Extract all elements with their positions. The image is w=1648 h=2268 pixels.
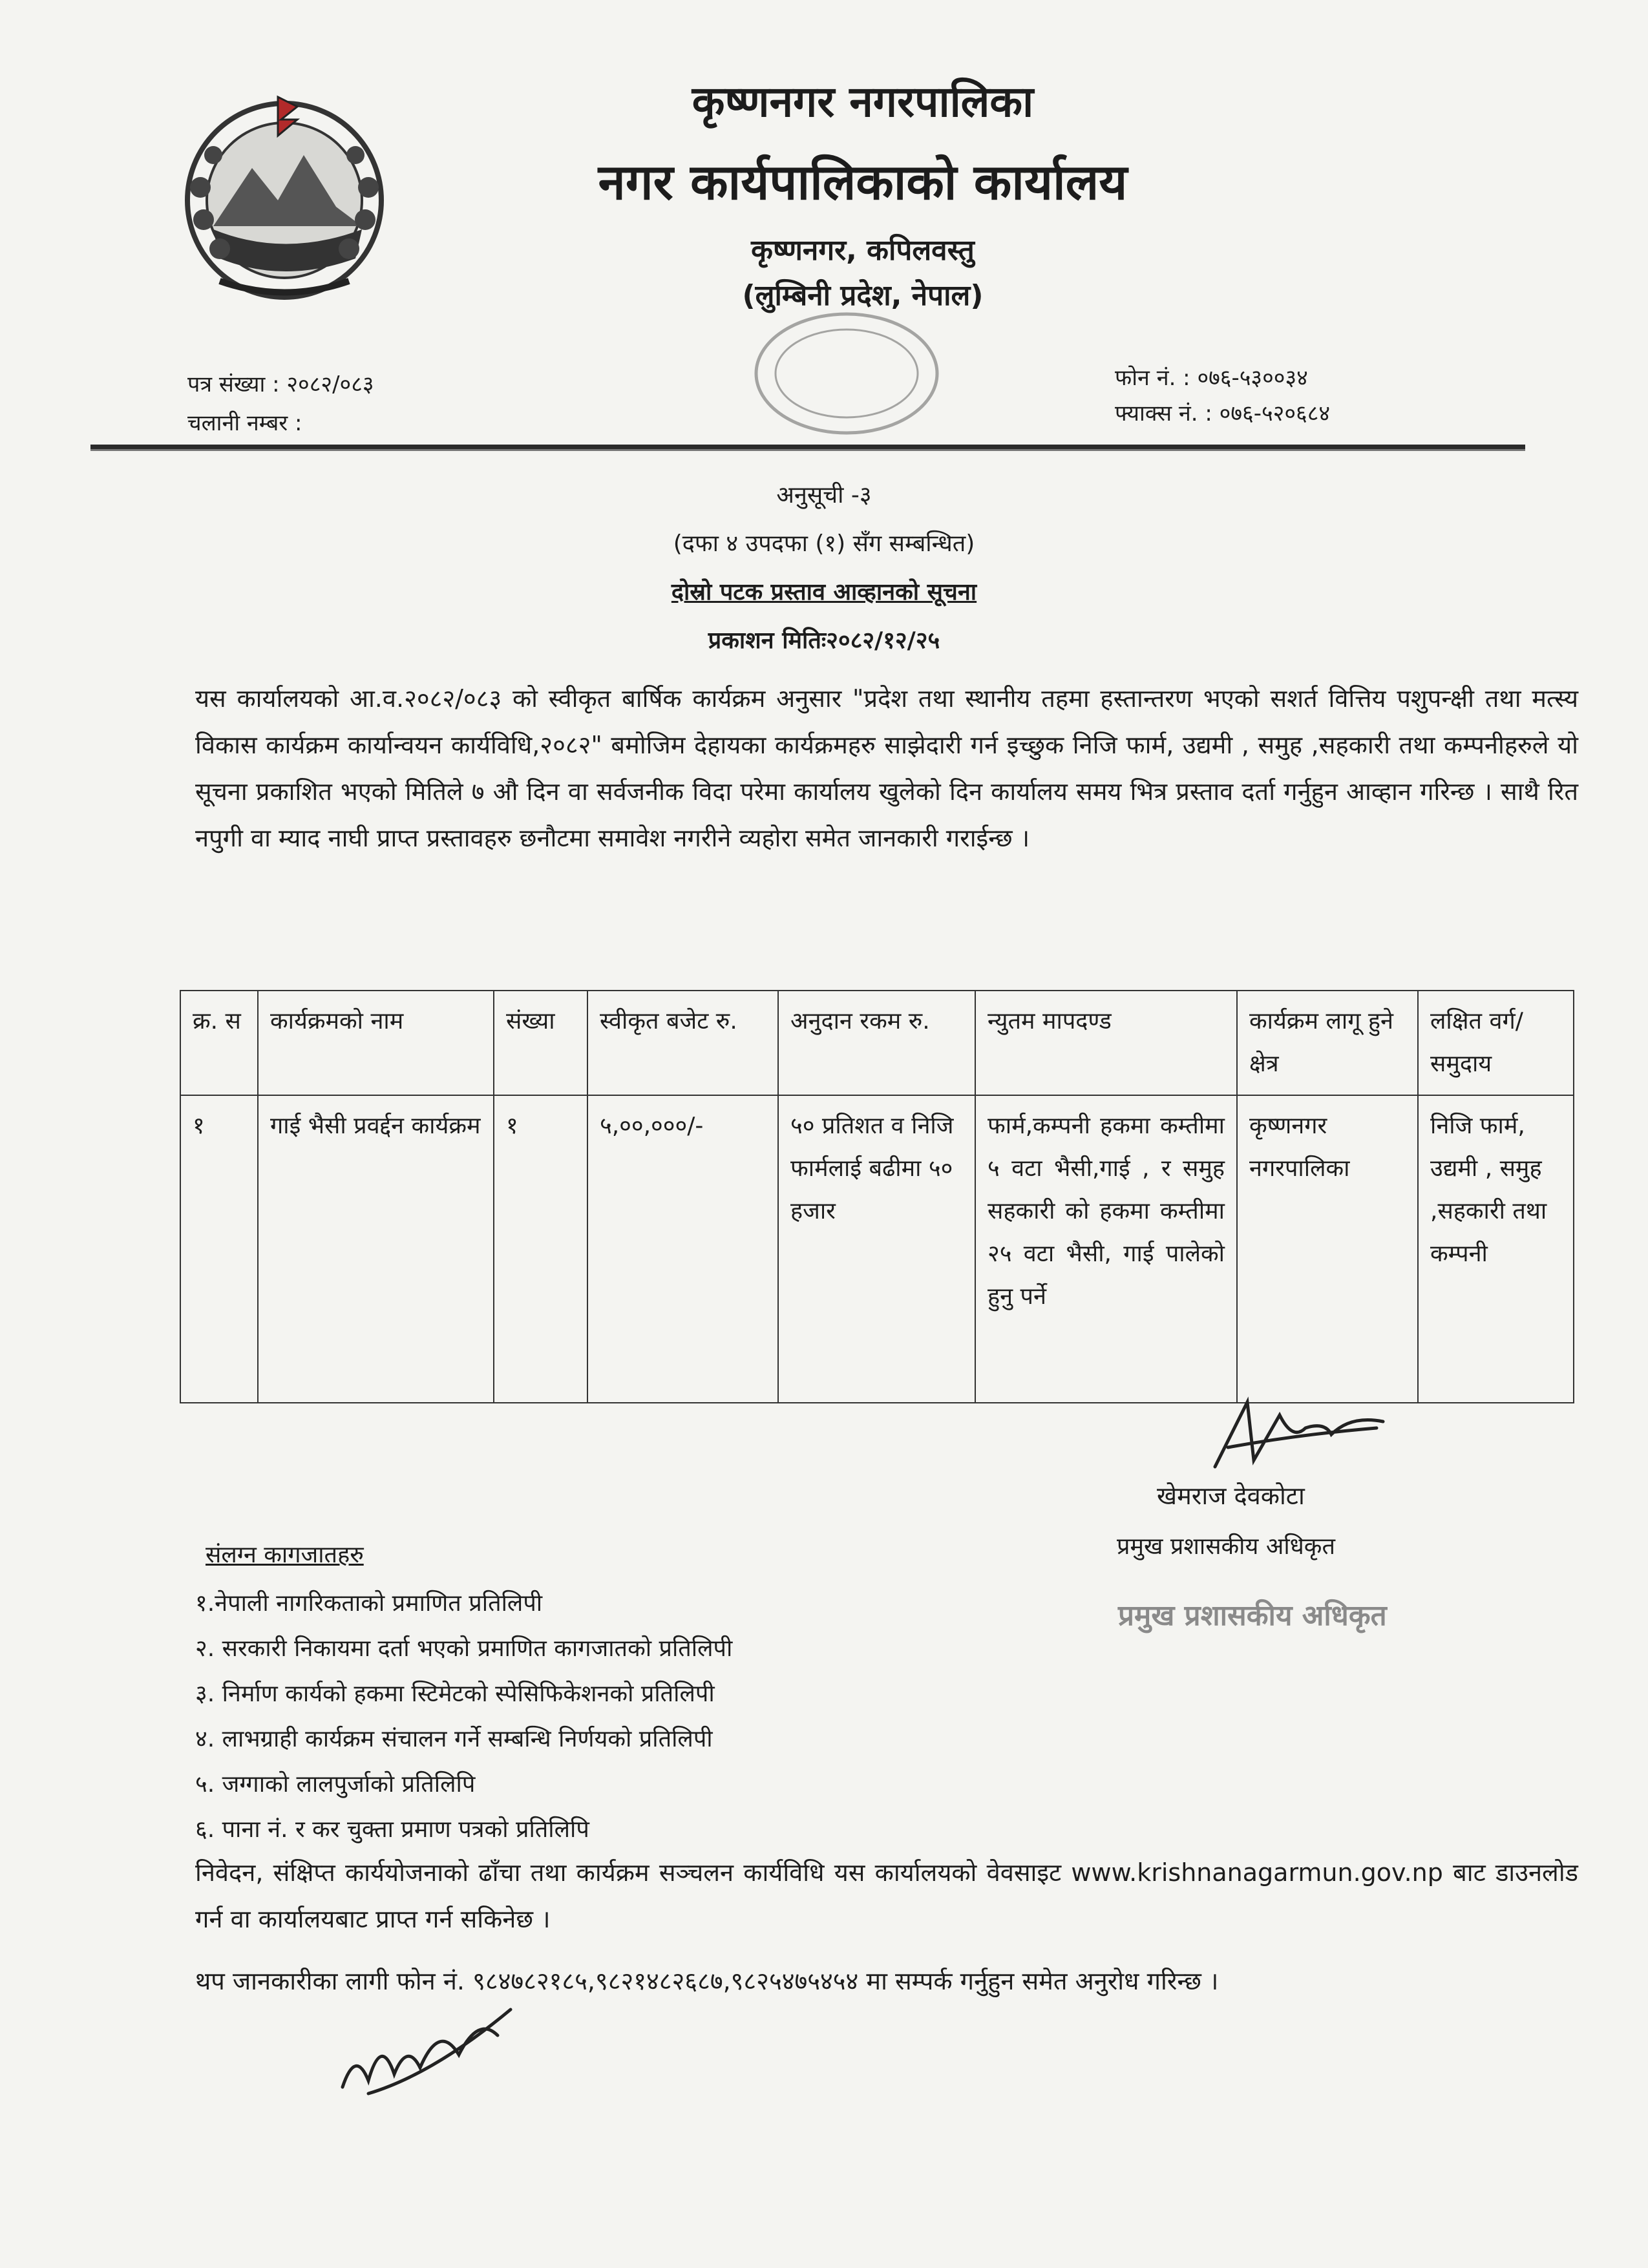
contact-note: थप जानकारीका लागी फोन नं. ९८४७८२१८५,९८२१४८२६८७,९८२५४७५४५४ मा सम्पर्क गर्नुहुन समेत अनुरोध गरिन्छ ।: [195, 1967, 1219, 1995]
download-note: निवेदन, संक्षिप्त कार्ययोजनाको ढाँचा तथा कार्यक्रम सञ्चलन कार्यविधि यस कार्यालयको वेवसाइट www.krishnanagarmun.gov.np बाट डाउनलोड गर्न वा कार्यालयबाट प्राप्त गर्न सकिनेछ ।: [195, 1858, 1578, 1933]
office-seal-stamp: [750, 309, 944, 438]
table-cell: कृष्णनगर नगरपालिका: [1237, 1095, 1418, 1403]
dispatch-number: चलानी नम्बर :: [187, 410, 302, 436]
table-cell: निजि फार्म, उद्यमी , समुह ,सहकारी तथा कम्पनी: [1418, 1095, 1574, 1403]
table-cell: १: [494, 1095, 587, 1403]
column-header: क्र. स: [180, 991, 258, 1095]
signatory-designation: प्रमुख प्रशासकीय अधिकृत: [1117, 1533, 1335, 1560]
column-header: अनुदान रकम रु.: [778, 991, 975, 1095]
header-divider: [90, 445, 1525, 451]
schedule-label: अनुसूची -३: [776, 482, 872, 509]
attachment-item: २. सरकारी निकायमा दर्ता भएको प्रमाणित कागजातको प्रतिलिपी: [195, 1635, 733, 1662]
table-row: [180, 1095, 1574, 1403]
phone-number: फोन नं. : ०७६-५३००३४: [1115, 365, 1308, 391]
column-header: कार्यक्रम लागू हुने क्षेत्र: [1237, 991, 1418, 1095]
designation-stamp: प्रमुख प्रशासकीय अधिकृत: [1118, 1599, 1387, 1632]
attachment-item: १.नेपाली नागरिकताको प्रमाणित प्रतिलिपी: [195, 1590, 543, 1617]
attachment-item: ४. लाभग्राही कार्यक्रम संचालन गर्ने सम्बन्धि निर्णयको प्रतिलिपी: [195, 1726, 713, 1752]
signatory-name: खेमराज देवकोटा: [1157, 1482, 1305, 1510]
column-header: कार्यक्रमको नाम: [258, 991, 494, 1095]
address-line-1: कृष्णनगर, कपिलवस्तु: [751, 234, 975, 267]
attachment-item: ५. जग्गाको लालपुर्जाको प्रतिलिपि: [195, 1771, 476, 1798]
program-table: [180, 990, 1574, 1403]
column-header: स्वीकृत बजेट रु.: [587, 991, 778, 1095]
attachment-item: ३. निर्माण कार्यको हकमा स्टिमेटको स्पेसिफिकेशनको प्रतिलिपी: [195, 1681, 715, 1707]
column-header: न्युतम मापदण्ड: [975, 991, 1237, 1095]
handwritten-signature: [330, 1997, 523, 2106]
table-cell: ५० प्रतिशत व निजि फार्मलाई बढीमा ५० हजार: [778, 1095, 975, 1403]
publish-date: प्रकाशन मितिः२०८२/१२/२५: [708, 627, 940, 654]
address-line-2: (लुम्बिनी प्रदेश, नेपाल): [742, 279, 984, 312]
office-name: कृष्णनगर नगरपालिका: [692, 77, 1034, 127]
table-cell: १: [180, 1095, 258, 1403]
column-header: संख्या: [494, 991, 587, 1095]
office-subtitle: नगर कार्यपालिकाको कार्यालय: [598, 153, 1128, 211]
table-cell: गाई भैसी प्रवर्द्दन कार्यक्रम: [258, 1095, 494, 1403]
attachment-item: ६. पाना नं. र कर चुक्ता प्रमाण पत्रको प्रतिलिपि: [195, 1816, 589, 1843]
section-reference: (दफा ४ उपदफा (१) सँग सम्बन्धित): [673, 530, 975, 557]
notice-title: दोस्रो पटक प्रस्ताव आव्हानको सूचना: [671, 579, 977, 605]
notice-body: यस कार्यालयको आ.व.२०८२/०८३ को स्वीकृत बार्षिक कार्यक्रम अनुसार "प्रदेश तथा स्थानीय तहमा हस्तान्तरण भएको सशर्त वित्तिय पशुपन्क्षी तथा मत्स्य विकास कार्यक्रम कार्यान्वयन कार्यविधि,२०८२" बमोजिम देहायका कार्यक्रमहरु साझेदारी गर्न इच्छुक निजि फार्म, उद्यमी , समुह ,सहकारी तथा कम्पनीहरुले यो सूचना प्रकाशित भएको मितिले ७ औ दिन वा सर्वजनीक विदा परेमा कार्यालय खुलेको दिन कार्यालय समय भित्र प्रस्ताव दर्ता गर्नुहुन आव्हान गरिन्छ । साथै रित नपुगी वा म्याद नाघी प्राप्त प्रस्तावहरु छनौटमा समावेश नगरीने व्यहोरा समेत जानकारी गराईन्छ ।: [195, 684, 1578, 852]
fax-number: फ्याक्स नं. : ०७६-५२०६८४: [1115, 401, 1331, 426]
table-header-row: [180, 991, 1574, 1095]
letter-number: पत्र संख्या : २०८२/०८३: [187, 372, 374, 397]
table-cell: ५,००,०००/-: [587, 1095, 778, 1403]
table-cell: फार्म,कम्पनी हकमा कम्तीमा ५ वटा भैसी,गाई , र समुह सहकारी को हकमा कम्तीमा २५ वटा भैसी, गाई पालेको हुनु पर्ने: [975, 1095, 1237, 1403]
officer-signature: [1202, 1389, 1396, 1480]
column-header: लक्षित वर्ग/ समुदाय: [1418, 991, 1574, 1095]
attachments-title: संलग्न कागजातहरु: [206, 1542, 364, 1568]
